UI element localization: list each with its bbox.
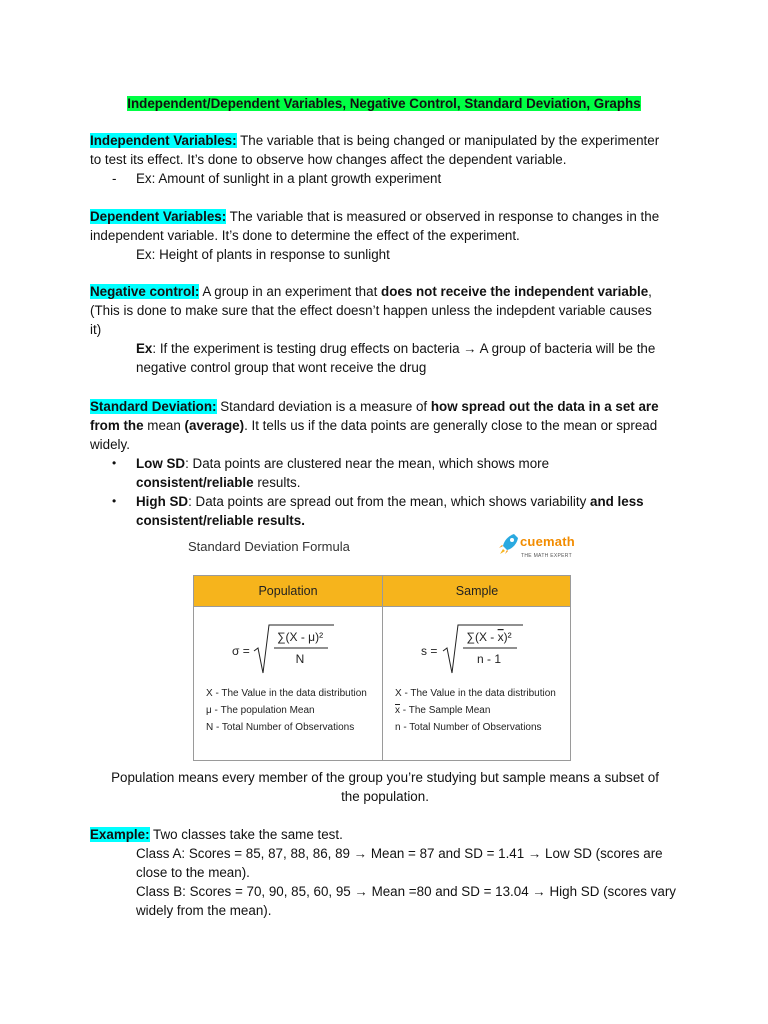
dash-marker: - xyxy=(112,171,117,186)
class-a-line-2: close to the mean). xyxy=(136,865,250,880)
dependent-example: Ex: Height of plants in response to sunlight xyxy=(136,247,390,262)
class-b-text-2: Mean =80 and SD = 13.04 xyxy=(367,884,533,899)
negative-control-section xyxy=(90,282,680,377)
independent-example: Ex: Amount of sunlight in a plant growth experiment xyxy=(136,171,442,186)
sd-bullet-list xyxy=(90,454,680,530)
negative-ex-text-3: negative control group that wont receive the drug xyxy=(136,360,427,375)
logo-text: cuemath xyxy=(520,534,575,549)
population-note-line-2: the population. xyxy=(341,789,429,804)
negative-ex-text-2: A group of bacteria will be the xyxy=(476,341,656,356)
sd-term: Standard Deviation: xyxy=(90,399,217,414)
high-sd-text-1: : Data points are spread out from the mean, which shows variability xyxy=(188,494,590,509)
population-numerator: ∑(X - μ)² xyxy=(276,630,324,644)
negative-example-line-1 xyxy=(90,339,680,358)
sample-lhs: s = xyxy=(421,644,438,658)
cuemath-logo xyxy=(498,532,582,558)
sd-text-2d: . It tells us if the data points are generally close to the mean or spread xyxy=(244,418,658,433)
list-item-low-sd xyxy=(112,454,680,492)
class-a-text-2: Mean = 87 and SD = 1.41 xyxy=(367,846,528,861)
standard-deviation-section xyxy=(90,397,680,530)
document-title: Independent/Dependent Variables, Negative Control, Standard Deviation, Graphs xyxy=(127,96,641,111)
class-a-text-3: Low SD (scores are xyxy=(541,846,663,861)
logo-subtext: THE MATH EXPERT xyxy=(521,553,572,559)
arrow-icon: → xyxy=(353,846,368,861)
negative-text-1b: does not receive the independent variable xyxy=(381,284,649,299)
high-sd-text-1b: and less xyxy=(590,494,644,509)
example-section xyxy=(90,825,680,920)
class-a-text-1: Class A: Scores = 85, 87, 88, 86, 89 xyxy=(136,846,354,861)
dependent-text-1: The variable that is measured or observed in response to changes in the xyxy=(226,209,660,224)
population-formula xyxy=(194,619,382,679)
high-sd-text-2: consistent/reliable results. xyxy=(136,513,305,528)
sd-text-2c: (average) xyxy=(184,418,245,433)
sample-notes xyxy=(395,685,556,736)
list-item-high-sd xyxy=(112,492,680,530)
sample-numerator-xbar: x xyxy=(497,630,504,644)
arrow-icon: → xyxy=(354,884,368,899)
bullet-icon: • xyxy=(112,494,117,508)
arrow-icon: → xyxy=(532,884,546,899)
negative-text-1a: A group in an experiment that xyxy=(199,284,382,299)
sample-note-1: X - The Value in the data distribution xyxy=(395,688,556,699)
example-term: Example: xyxy=(90,827,150,842)
sd-text-1b: how spread out the data in a set are xyxy=(430,399,659,414)
independent-text-1: The variable that is being changed or manipulated by the experimenter xyxy=(236,133,660,148)
sd-text-2b: mean xyxy=(143,418,185,433)
formula-table xyxy=(193,575,571,761)
dependent-section xyxy=(90,207,680,264)
population-note-paragraph xyxy=(90,768,680,806)
sample-numerator-pre: ∑(X - xyxy=(466,630,498,644)
population-note-1: X - The Value in the data distribution xyxy=(206,688,367,699)
population-note-line-1: Population means every member of the group you’re studying but sample means a subset of xyxy=(111,770,659,785)
negative-ex-label: Ex xyxy=(136,341,153,356)
negative-text-3: it) xyxy=(90,322,102,337)
population-note-2: μ - The population Mean xyxy=(206,705,315,716)
sample-note-3: n - Total Number of Observations xyxy=(395,722,542,733)
high-sd-label: High SD xyxy=(136,494,189,509)
figure-title: Standard Deviation Formula xyxy=(188,539,350,554)
sd-text-2a: from the xyxy=(90,418,144,433)
low-sd-text-2: results. xyxy=(253,475,301,490)
sd-text-3: widely. xyxy=(90,437,130,452)
sd-formula-figure xyxy=(188,532,580,764)
low-sd-text-1: : Data points are clustered near the mean, which shows more xyxy=(185,456,550,471)
sample-numerator-post: )² xyxy=(503,630,512,644)
negative-ex-text-1: : If the experiment is testing drug effects on bacteria xyxy=(152,341,464,356)
sample-note-xbar: $\overline{x}$ xyxy=(395,705,400,716)
sample-formula xyxy=(383,619,571,679)
negative-term: Negative control: xyxy=(90,284,200,299)
arrow-icon: → xyxy=(463,341,477,356)
sample-cell xyxy=(383,607,571,761)
population-note-3: N - Total Number of Observations xyxy=(206,722,355,733)
class-b-text-1: Class B: Scores = 70, 90, 85, 60, 95 xyxy=(136,884,355,899)
class-a-line-1 xyxy=(90,844,680,863)
population-notes xyxy=(206,685,367,736)
low-sd-label: Low SD xyxy=(136,456,186,471)
independent-section xyxy=(90,131,680,188)
sample-note-2-text: - The Sample Mean xyxy=(400,705,491,716)
population-header: Population xyxy=(258,584,318,598)
bullet-icon: • xyxy=(112,456,117,470)
independent-example-line xyxy=(90,169,680,188)
sample-note-2 xyxy=(395,702,556,719)
title-line xyxy=(0,94,768,113)
independent-term: Independent Variables: xyxy=(90,133,237,148)
population-lhs: σ = xyxy=(232,644,250,658)
class-b-line-1 xyxy=(90,882,680,901)
dependent-text-2: independent variable. It’s done to determine the effect of the experiment. xyxy=(90,228,520,243)
rocket-icon xyxy=(498,532,520,556)
arrow-icon: → xyxy=(527,846,542,861)
sample-numerator xyxy=(466,630,511,644)
negative-text-2: (This is done to make sure that the effect doesn’t happen unless the indepdent variable causes xyxy=(90,303,652,318)
low-sd-text-2b: consistent/reliable xyxy=(136,475,254,490)
population-denominator: N xyxy=(295,652,305,666)
population-cell xyxy=(194,607,382,761)
sample-header: Sample xyxy=(455,584,499,598)
sd-text-1a: Standard deviation is a measure of xyxy=(216,399,431,414)
independent-text-2: to test its effect. It’s done to observe how changes affect the dependent variable. xyxy=(90,152,567,167)
class-b-line-2: widely from the mean). xyxy=(136,903,272,918)
class-b-text-3: High SD (scores vary xyxy=(545,884,676,899)
sample-denominator: n - 1 xyxy=(476,652,502,666)
example-text: Two classes take the same test. xyxy=(149,827,343,842)
dependent-term: Dependent Variables: xyxy=(90,209,227,224)
negative-text-1c: , xyxy=(648,284,652,299)
